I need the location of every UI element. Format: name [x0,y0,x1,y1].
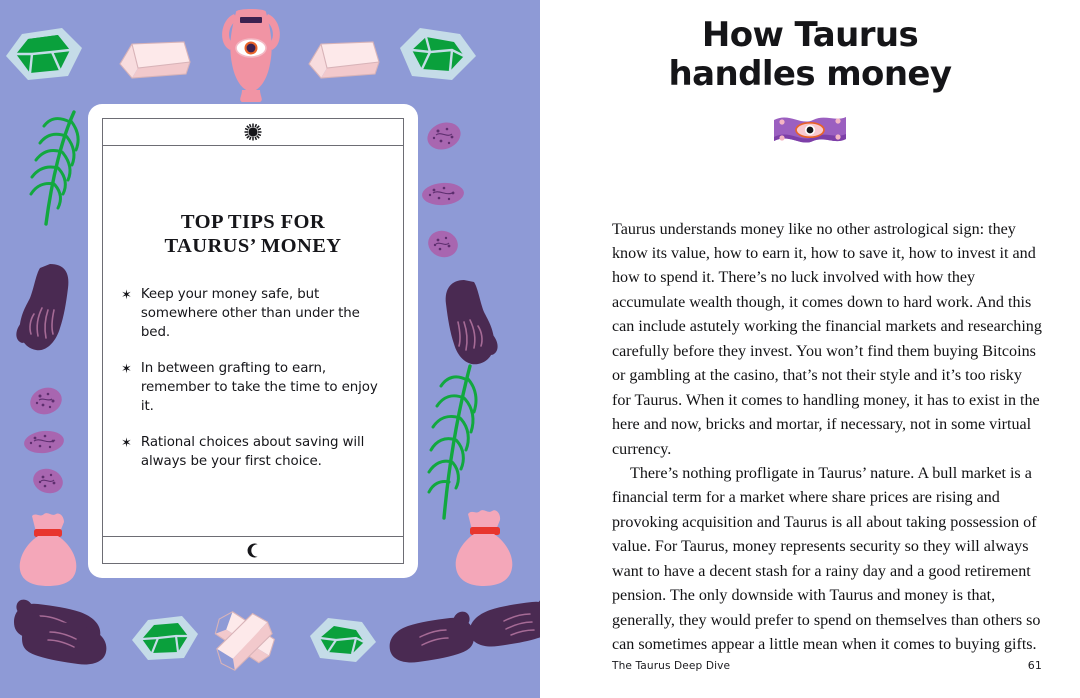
emerald-gem-icon [130,614,202,667]
star-bullet-icon: ✶ [121,360,132,376]
money-bag-with-plant-icon [448,506,520,593]
card-title [121,211,385,259]
body-column [612,218,1042,658]
page-title [592,16,1028,94]
crescent-moon-icon [245,542,262,559]
speckled-stone-icon [420,180,466,213]
body-paragraph: Taurus understands money like no other astrological sign: they know its value, how to earn it, how to save it, how to invest it and how to spend it. There’s no luck involved with how they accumulate wealth though, it comes down to hard work. And this can include astutely working the financial markets and researching carefully before they invest. You won’t find them buying Bitcoins or gambling at the casino, that’s not their style and it’s too risky for Taurus. When it comes to handling money, it has to exist in the here and now, bricks and mortar, if necessary, not in some virtual currency. [612,220,1042,458]
card-bottom-band [103,536,403,563]
purple-hand-icon [18,608,110,675]
tip-text: In between grafting to earn, remember to take the time to enjoy it. [140,360,378,414]
right-page [540,0,1080,698]
purple-hand-icon [468,592,540,659]
money-bag-icon [14,510,82,593]
card-body [103,146,403,536]
speckled-stone-icon [22,428,66,461]
banknote-with-eye-icon [771,112,849,153]
tips-list [121,285,385,471]
piggy-bank-vase-icon [212,4,290,109]
footer-page-number: 61 [1027,659,1042,672]
speckled-stone-icon [424,120,464,157]
banknote-wrap [540,112,1080,154]
speckled-stone-icon [30,466,66,501]
purple-hand-icon [386,606,478,673]
speckled-stone-icon [424,228,462,265]
top-tips-card [88,104,418,578]
tip-item [121,359,385,416]
star-bullet-icon: ✶ [121,286,132,302]
purple-hand-icon [12,262,84,363]
tip-item [121,433,385,471]
purple-hand-icon [430,276,502,375]
fern-sprig-icon [22,108,88,233]
page-footer [612,659,1042,672]
card-inner-frame [102,118,404,564]
footer-section-label: The Taurus Deep Dive [612,660,731,672]
body-paragraph: There’s nothing profligate in Taurus’ nature. A bull market is a financial term for a market where share prices are rising and provoking acquisition and Taurus is all about taking possession of value. For Taurus, money represents security so they will always want to have a decent stash for a rainy day and a good retirement pension. The only downside with Taurus and money is that, generally, they would prefer to spend on themselves than others so can sometimes appear a little mean when it comes to buying gifts. [612,465,1041,654]
emerald-gem-icon [396,26,480,87]
card-title-line-1: TOP TIPS FOR [180,211,326,234]
emerald-gem-icon [2,26,86,87]
sun-icon [244,123,262,141]
gold-bar-icon [116,38,192,87]
card-top-band [103,119,403,146]
gold-bar-icon [305,38,381,87]
page-title-line-1: How Taurus [701,15,919,55]
emerald-gem-icon [306,616,378,669]
speckled-stone-icon [28,386,64,421]
page-title-line-2: handles money [668,53,952,94]
card-title-line-2: TAURUS’ MONEY [164,234,342,257]
tip-text: Keep your money safe, but somewhere other than under the bed. [140,286,360,340]
star-bullet-icon: ✶ [121,434,132,450]
fern-sprig-icon [420,362,490,527]
tip-text: Rational choices about saving will always be your first choice. [140,434,365,469]
tip-item [121,285,385,342]
crossed-gold-bars-icon [208,604,284,681]
